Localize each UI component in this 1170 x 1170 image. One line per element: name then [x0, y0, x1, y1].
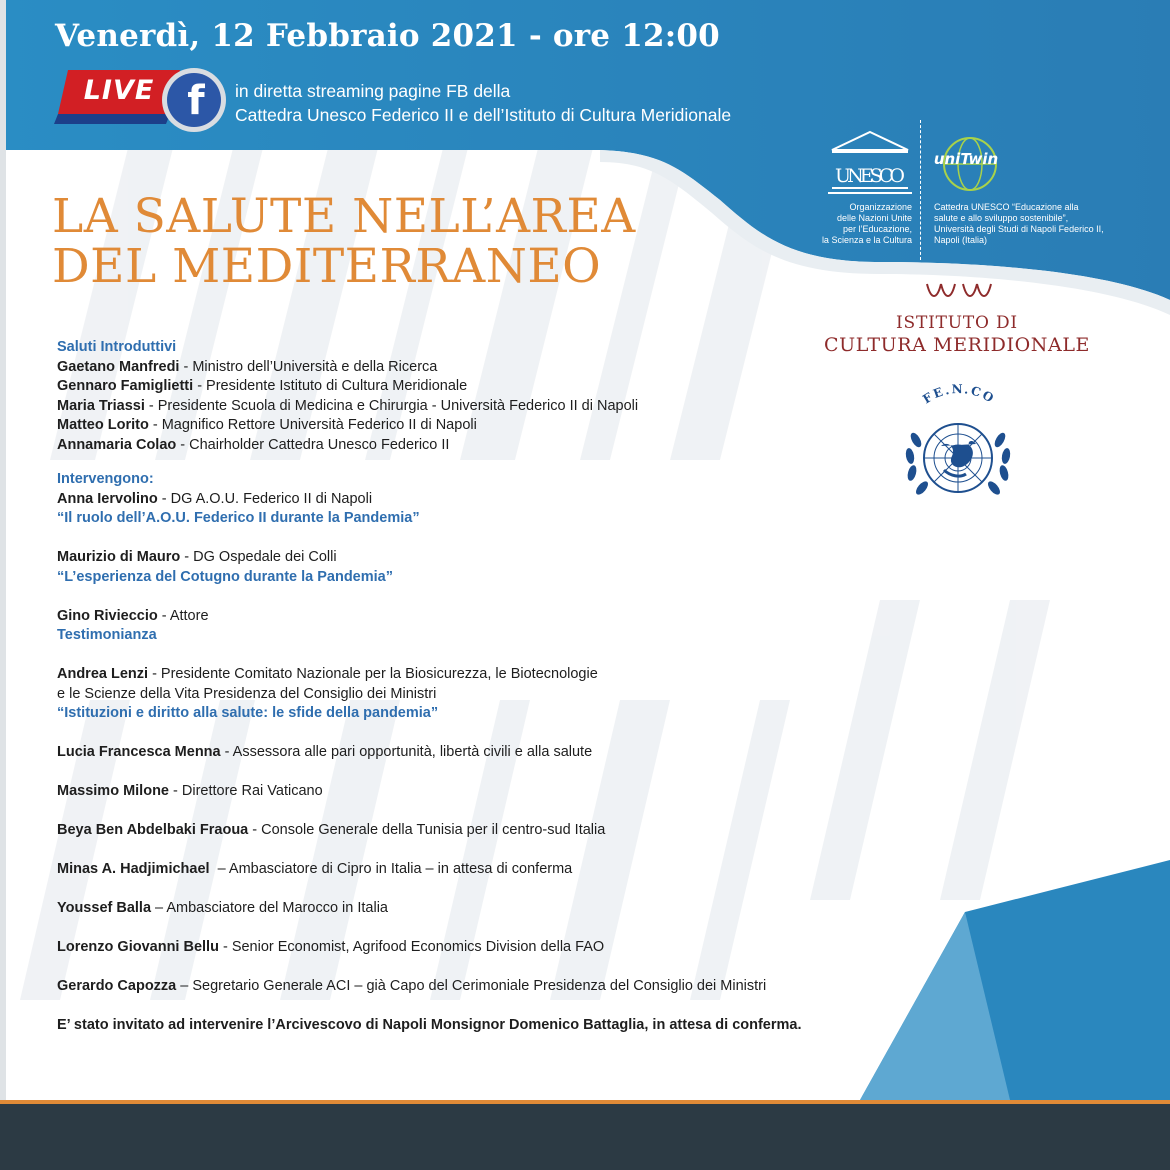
unesco-caption-line: la Scienza e la Cultura [821, 235, 912, 245]
speaker-row [57, 743, 917, 763]
talk-title: “Istituzioni e diritto alla salute: le sfide della pandemia” [57, 705, 439, 721]
speaker-row [57, 665, 917, 685]
speaker-name: Maurizio di Mauro [57, 549, 181, 565]
speaker-row [57, 416, 917, 436]
unesco-caption-line: delle Nazioni Unite [836, 213, 912, 223]
speaker-name: Annamaria Colao [57, 436, 177, 453]
speaker-row [57, 782, 917, 802]
streaming-line-2: Cattedra Unesco Federico II e dell’Istituto di Cultura Meridionale [235, 105, 732, 125]
speaker-role: - Presidente Istituto di Cultura Meridionale [193, 378, 468, 394]
speaker-name: Youssef Balla [57, 900, 152, 916]
speaker-role: - Magnifico Rettore Università Federico II di Napoli [148, 417, 477, 433]
speaker-row [57, 860, 917, 880]
speaker-role: - DG Ospedale dei Colli [180, 549, 337, 565]
speaker-name: Gaetano Manfredi [57, 358, 180, 375]
unesco-caption-line: Organizzazione [849, 202, 912, 212]
speaker-row [57, 977, 917, 997]
streaming-line-1: in diretta streaming pagine FB della [235, 81, 511, 101]
speaker-name: Minas A. Hadjimichael [57, 861, 210, 877]
unitwin-caption-line: salute e allo sviluppo sostenibile”, [934, 213, 1069, 223]
saluti-heading: Saluti Introduttivi [57, 339, 177, 355]
unitwin-caption [934, 202, 1144, 246]
speaker-role: – Ambasciatore del Marocco in Italia [151, 900, 388, 916]
speaker-name: Maria Triassi [57, 397, 145, 414]
speaker-name: Anna Iervolino [57, 490, 158, 507]
speaker-row [57, 899, 917, 919]
speaker-name: Lorenzo Giovanni Bellu [57, 939, 219, 955]
speaker-name: Matteo Lorito [57, 417, 149, 433]
speaker-role-cont: e le Scienze della Vita Presidenza del Consiglio dei Ministri [57, 685, 437, 702]
svg-text:FE.N.CO [920, 382, 997, 406]
speaker-row [57, 358, 917, 378]
event-date-time: Venerdì, 12 Febbraio 2021 - ore 12:00 [55, 18, 720, 54]
event-title-line-1: LA SALUTE NELL’AREA [52, 189, 636, 244]
speaker-row [57, 436, 917, 456]
streaming-info [235, 79, 731, 127]
speaker-row [57, 607, 917, 627]
talk-title: Testimonianza [57, 627, 157, 643]
speaker-role: - Chairholder Cattedra Unesco Federico II [176, 436, 450, 453]
unesco-caption-line: per l’Educazione, [842, 224, 912, 234]
interventi-heading: Intervengono: [57, 471, 154, 487]
speaker-role: – Ambasciatore di Cipro in Italia – in attesa di conferma [209, 861, 573, 877]
speaker-role: - Presidente Comitato Nazionale per la Biosicurezza, le Biotecnologie [148, 666, 598, 682]
speaker-row [57, 490, 917, 510]
program [57, 338, 917, 1036]
speaker-row [57, 821, 917, 841]
unesco-logo [828, 130, 912, 196]
speaker-row [57, 548, 917, 568]
speaker-name: Gino Rivieccio [57, 607, 158, 624]
event-title-line-2: DEL MEDITERRANEO [52, 239, 602, 294]
speaker-name: Gerardo Capozza [57, 978, 177, 994]
unitwin-logo [928, 126, 1008, 196]
logo-separator [920, 120, 921, 260]
fenco-wordmark: FE.N.CO [920, 382, 998, 407]
speaker-name: Beya Ben Abdelbaki Fraoua [57, 822, 249, 838]
icm-line-1: ISTITUTO DI [896, 313, 1018, 333]
unesco-wordmark: UNESCO [835, 165, 905, 187]
speaker-role: - Console Generale della Tunisia per il centro-sud Italia [248, 822, 606, 838]
talk-title: “L’esperienza del Cotugno durante la Pandemia” [57, 568, 393, 585]
icm-logo-mark [925, 282, 993, 306]
talk-title: “Il ruolo dell’A.O.U. Federico II durante la Pandemia” [57, 510, 420, 526]
speaker-role: - Ministro dell’Università e della Ricerca [179, 358, 438, 375]
speaker-role: - Presidente Scuola di Medicina e Chirurgia - Università Federico II di Napoli [144, 397, 639, 414]
speaker-role: - DG A.O.U. Federico II di Napoli [157, 490, 373, 507]
unitwin-caption-line: Napoli (Italia) [934, 235, 988, 245]
live-badge-label: LIVE [83, 75, 155, 106]
unesco-caption [790, 202, 912, 246]
speaker-row [57, 397, 917, 417]
unitwin-caption-line: Cattedra UNESCO “Educazione alla [934, 202, 1079, 212]
facebook-icon[interactable] [160, 66, 228, 134]
speaker-row [57, 938, 917, 958]
speaker-role: - Direttore Rai Vaticano [169, 783, 323, 799]
speaker-name: Lucia Francesca Menna [57, 744, 221, 760]
event-title [52, 189, 636, 294]
speaker-role: - Assessora alle pari opportunità, libertà civili e alla salute [220, 744, 593, 760]
unitwin-wordmark: uniTwin [933, 150, 999, 168]
facebook-glyph: f [187, 78, 205, 124]
speaker-role: - Attore [157, 607, 209, 624]
unitwin-caption-line: Università degli Studi di Napoli Federico II, [934, 224, 1104, 234]
speaker-name: Gennaro Famiglietti [57, 378, 194, 394]
speaker-name: Massimo Milone [57, 783, 169, 799]
speaker-role: - Senior Economist, Agrifood Economics Division della FAO [218, 939, 605, 955]
icm-line-2: CULTURA MERIDIONALE [823, 334, 1091, 356]
speaker-row [57, 377, 917, 397]
speaker-name: Andrea Lenzi [57, 666, 149, 682]
closing-note: E’ stato invitato ad intervenire l’Arcivescovo di Napoli Monsignor Domenico Battaglia, in attesa di conferma. [57, 1017, 802, 1033]
speaker-role: – Segretario Generale ACI – già Capo del Cerimoniale Presidenza del Consiglio dei Ministri [176, 978, 767, 994]
